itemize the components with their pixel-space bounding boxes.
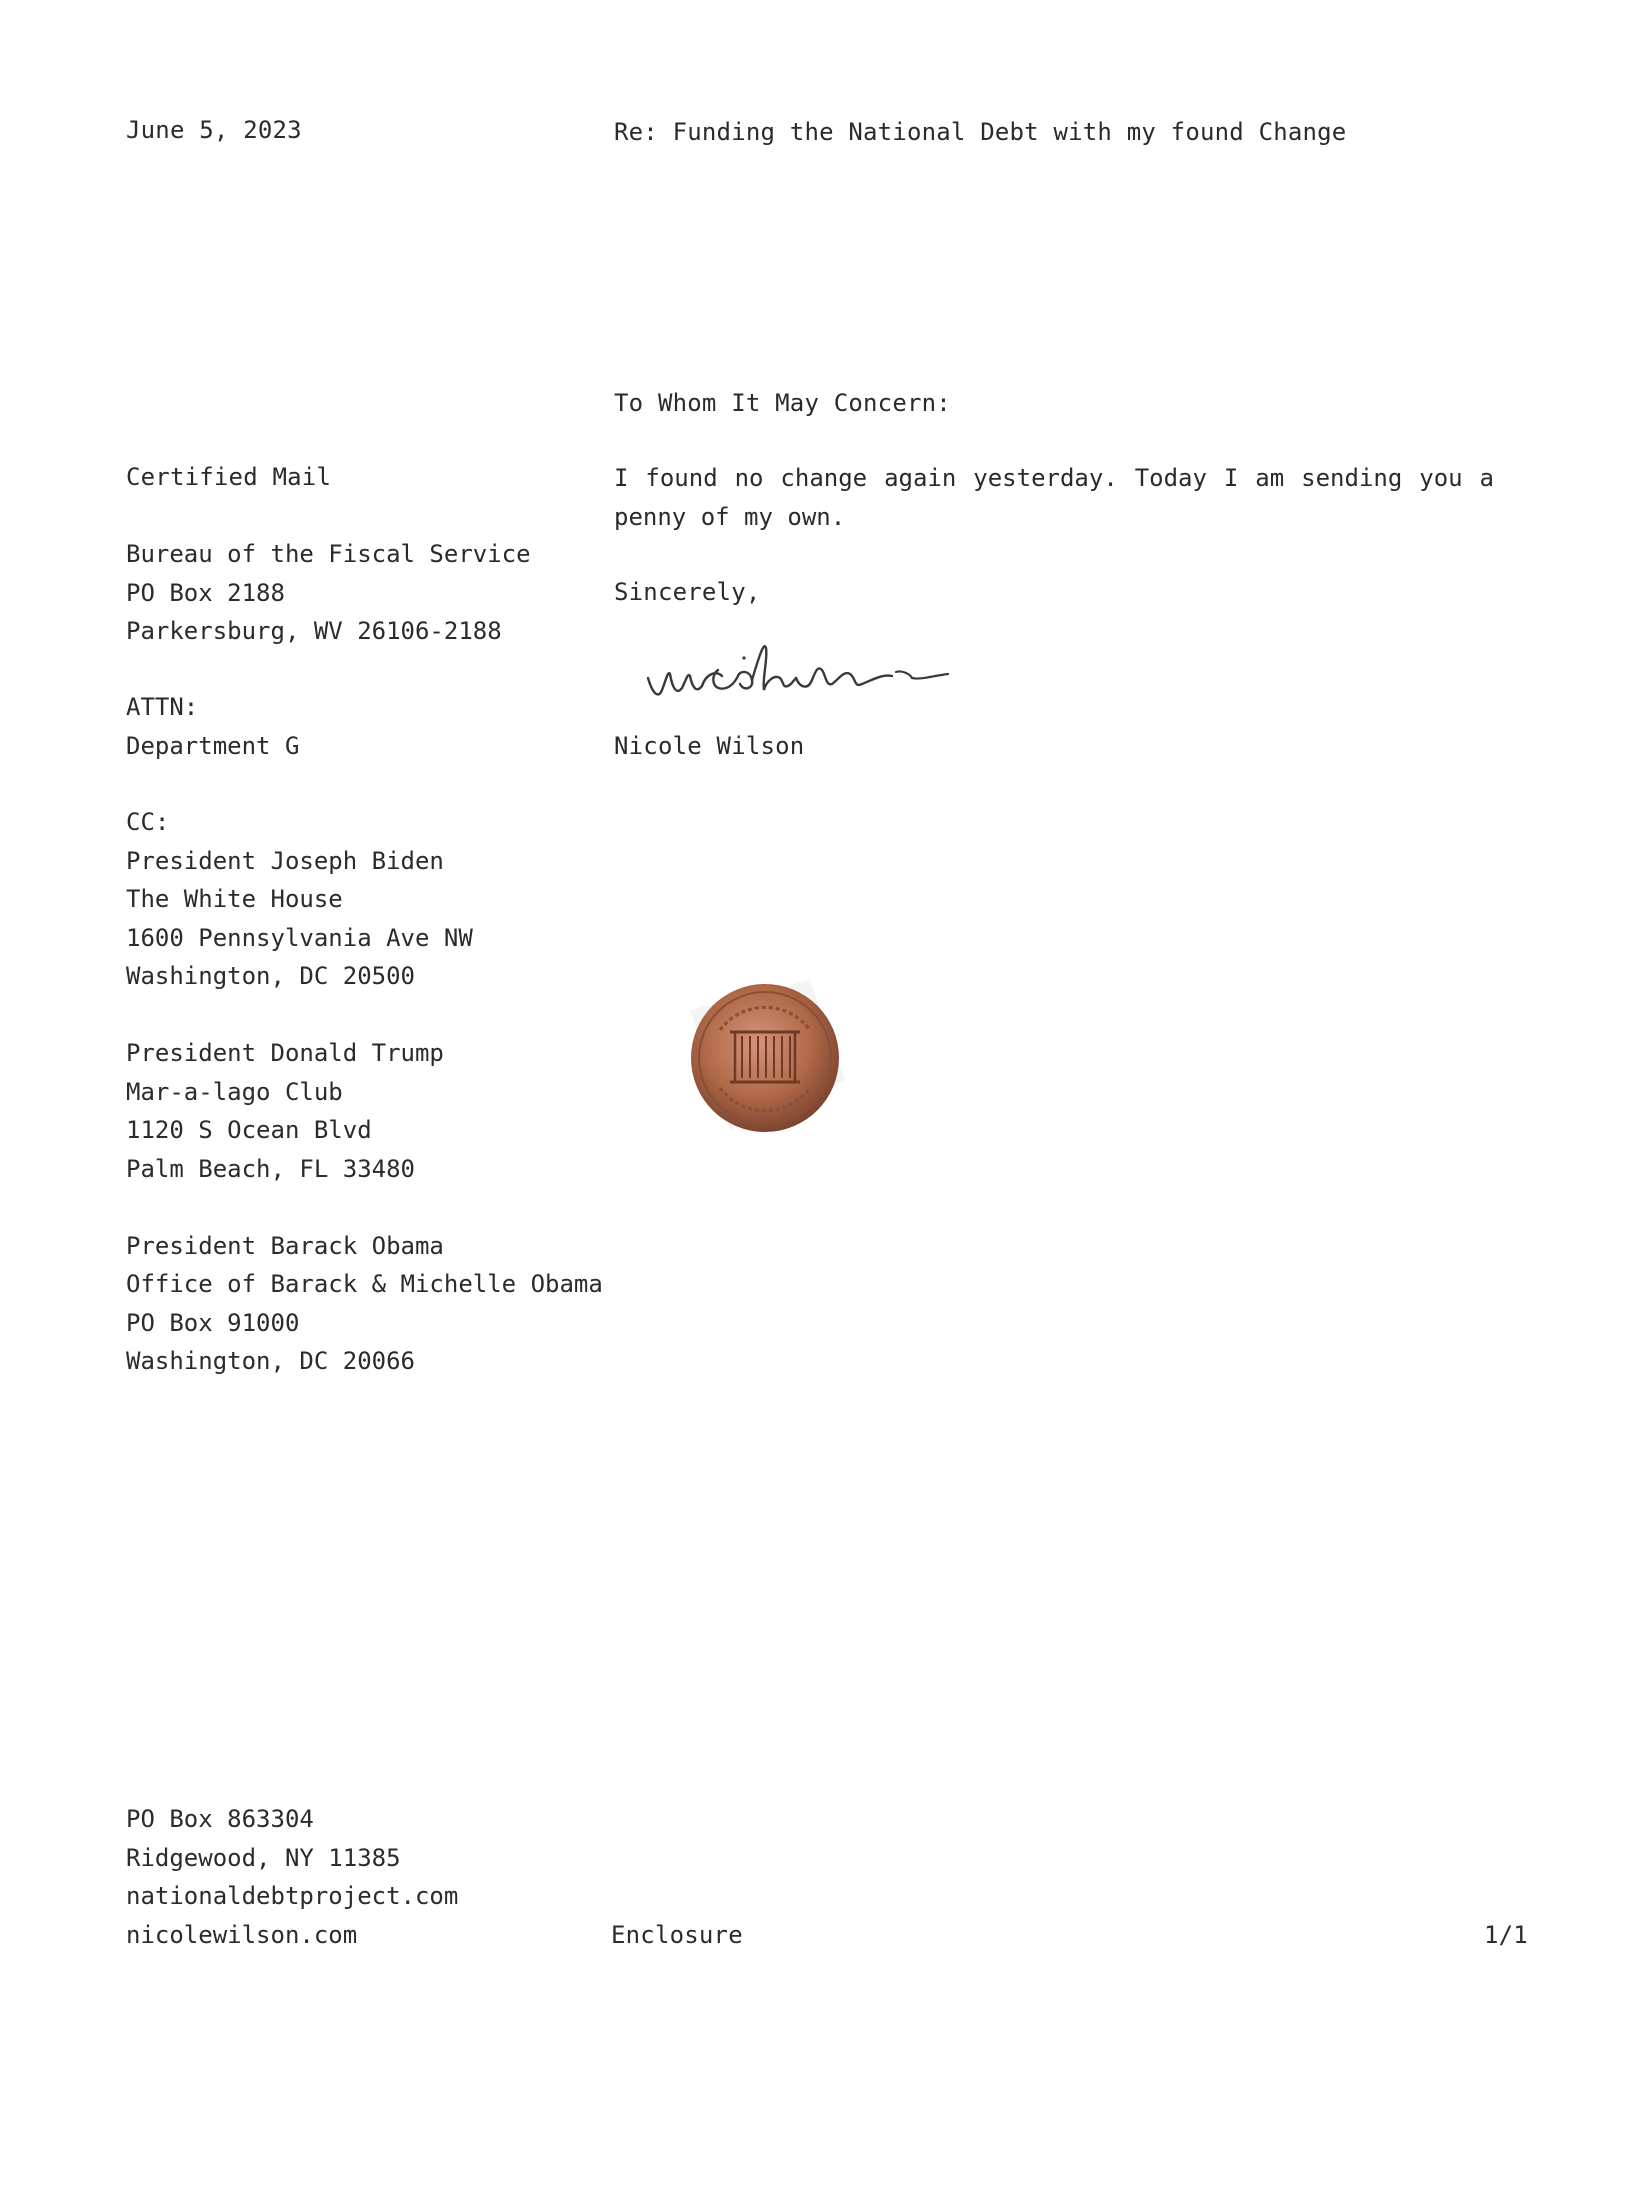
cc-address-line: Washington, DC 20500 [126, 962, 415, 990]
sender-website: nicolewilson.com [126, 1920, 358, 1949]
cc-address-line: 1120 S Ocean Blvd [126, 1116, 372, 1144]
cc-address-line: PO Box 91000 [126, 1308, 300, 1337]
cc-address-line: President Joseph Biden [126, 846, 444, 875]
recipient-address-line: Bureau of the Fiscal Service [126, 540, 531, 568]
cc-label: CC: [126, 808, 170, 836]
cc-address-line: Office of Barack & Michelle Obama [126, 1270, 603, 1298]
page-number: 1/1 [1484, 1921, 1528, 1949]
signer-name: Nicole Wilson [614, 732, 805, 760]
cc-address-line: Mar-a-lago Club [126, 1077, 343, 1106]
cc-address-line: President Donald Trump [126, 1039, 444, 1067]
closing: Sincerely, [614, 578, 761, 606]
enclosure-note: Enclosure [611, 1921, 743, 1949]
attn-block [126, 688, 299, 765]
letter-date: June 5, 2023 [126, 116, 302, 144]
sender-contact-line: PO Box 863304 [126, 1805, 314, 1833]
delivery-method: Certified Mail [126, 463, 332, 491]
attn-department: Department G [126, 731, 300, 760]
letter-subject: Re: Funding the National Debt with my found Change [614, 118, 1347, 146]
handwritten-signature-icon [640, 630, 980, 720]
penny-coin-icon [680, 970, 850, 1140]
recipient-address-line: Parkersburg, WV 26106-2188 [126, 617, 502, 645]
sender-contact-line: Ridgewood, NY 11385 [126, 1843, 401, 1872]
cc-block [126, 803, 603, 1381]
sender-website: nationaldebtproject.com [126, 1882, 459, 1910]
cc-address-line: The White House [126, 885, 343, 913]
recipient-address-line: PO Box 2188 [126, 578, 285, 607]
salutation: To Whom It May Concern: [614, 389, 951, 417]
cc-address-line: Palm Beach, FL 33480 [126, 1154, 415, 1183]
sender-contact [126, 1800, 458, 1954]
letter-body: I found no change again yesterday. Today I am sending you a penny of my own. [614, 464, 1494, 531]
cc-address-line: 1600 Pennsylvania Ave NW [126, 923, 473, 952]
cc-address-line: President Barack Obama [126, 1231, 444, 1260]
attn-label: ATTN: [126, 693, 199, 721]
cc-address-line: Washington, DC 20066 [126, 1347, 415, 1375]
recipient-address [126, 535, 531, 651]
